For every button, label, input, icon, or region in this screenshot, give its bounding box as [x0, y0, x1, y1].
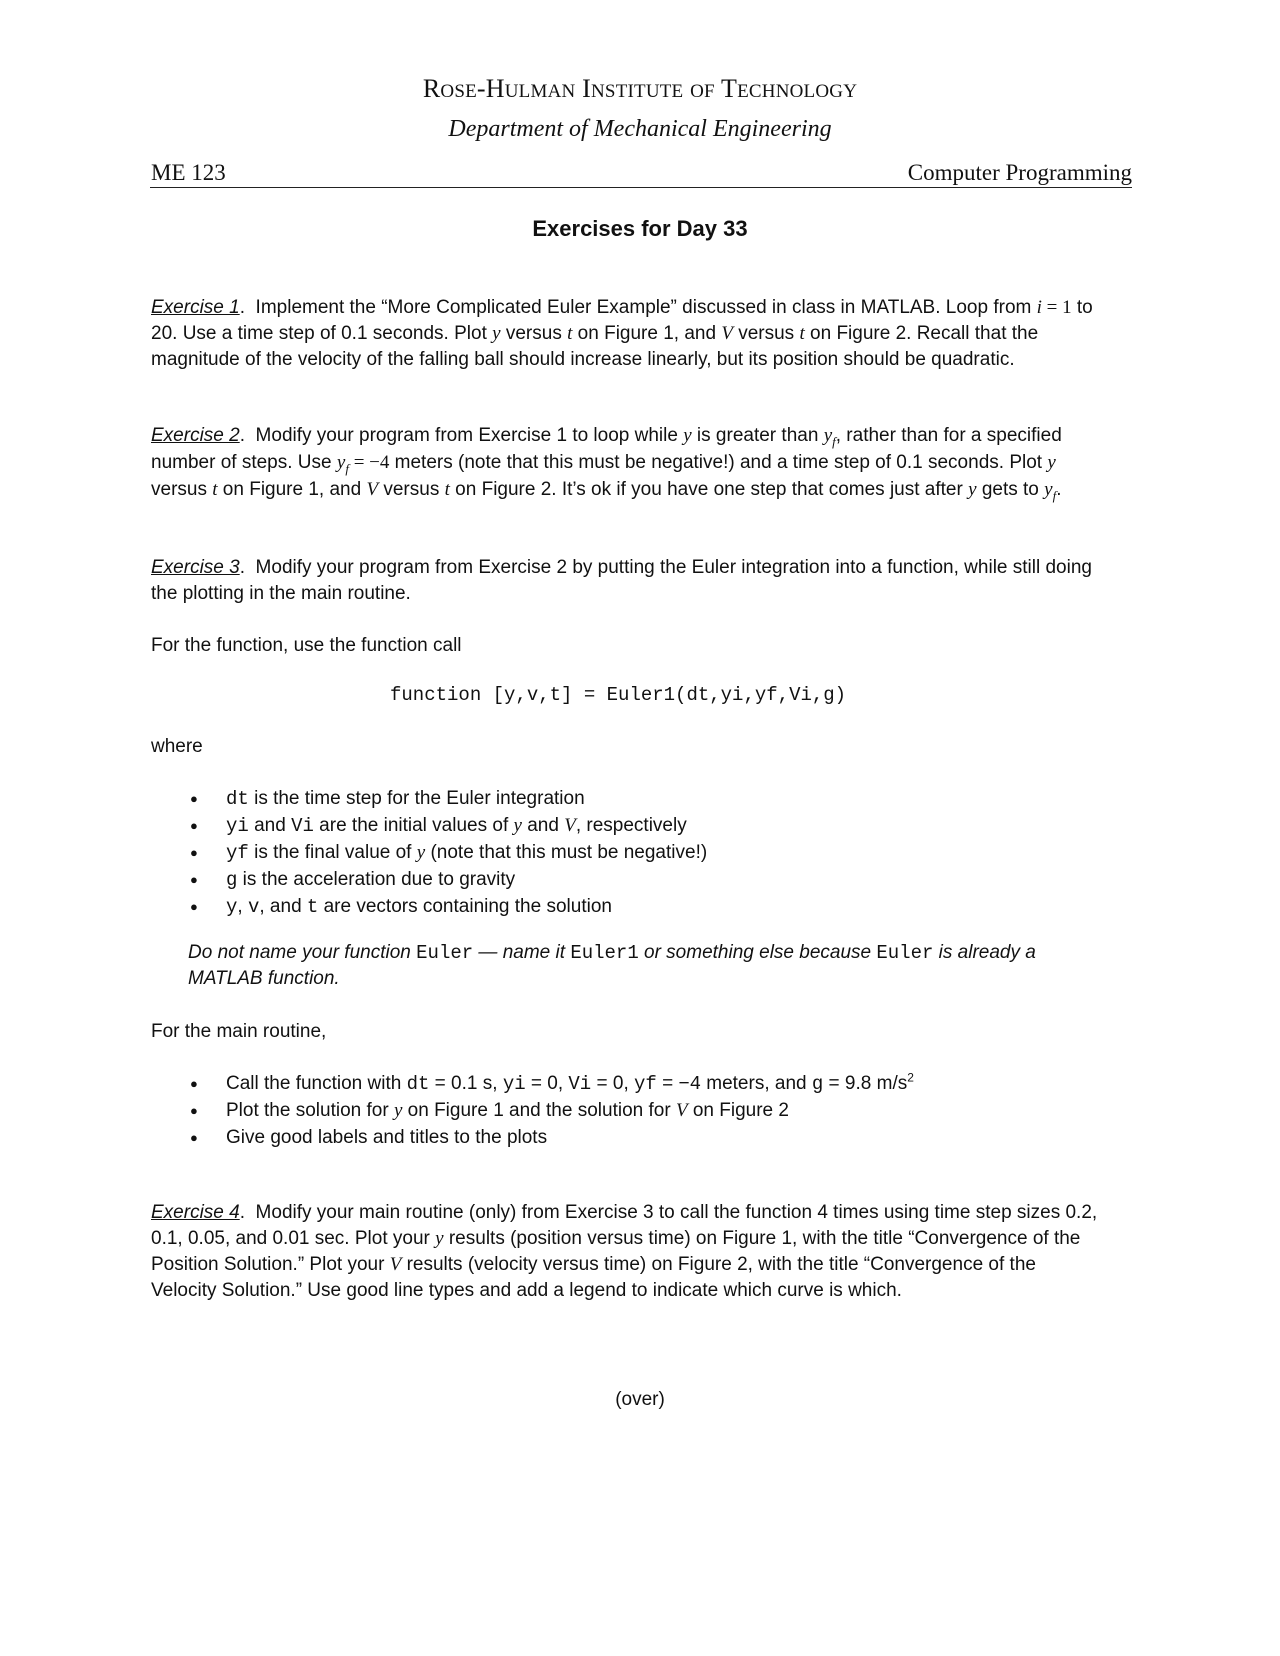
exercise-3-label: Exercise 3: [151, 557, 240, 578]
exercise-2: Exercise 2. Modify your program from Exercise 1 to loop while y is greater than $y_f$, rather than for a specified number of steps. Use $y_f = -4$ meters (note that this must be negative!) and a time step of 0.1 seconds. Plot y versus t on Figure 1, and V versus t on Figure 2. It’s ok if you have one step that comes just after y gets to $y_f$.: [151, 425, 1062, 503]
institution-name: ROSE-HULMAN INSTITUTE OF TECHNOLOGY: [422, 74, 858, 103]
list-item: ● y, v, and t are vectors containing the solution: [190, 893, 707, 920]
list-item: ● g is the acceleration due to gravity: [190, 866, 707, 893]
header-divider: [150, 187, 1132, 188]
list-item: ● Call the function with dt = 0.1 s, yi = 0, Vi = 0, yf = −4 meters, and g = 9.8 $m/s^2$: [190, 1070, 914, 1097]
main-routine-intro: For the main routine,: [151, 1021, 327, 1042]
list-item: ● Plot the solution for y on Figure 1 and the solution for V on Figure 2: [190, 1097, 914, 1124]
function-call-code: function [y,v,t] = Euler1(dt,yi,yf,Vi,g): [390, 684, 847, 706]
exercise-2-label: Exercise 2: [151, 425, 240, 446]
main-routine-list: [190, 1070, 914, 1151]
exercise-3: Exercise 3. Modify your program from Exercise 2 by putting the Euler integration into a function, while still doing the plotting in the main routine.: [151, 557, 1092, 604]
page-footer: (over): [615, 1389, 665, 1410]
course-code: ME 123: [151, 160, 226, 185]
list-item: ● yi and Vi are the initial values of y and V, respectively: [190, 812, 707, 839]
exercise-4-label: Exercise 4: [151, 1202, 240, 1223]
page-title: Exercises for Day 33: [532, 216, 748, 241]
list-item: ● Give good labels and titles to the plots: [190, 1124, 914, 1151]
parameter-list: [190, 785, 707, 920]
exercise-4: Exercise 4. Modify your main routine (only) from Exercise 3 to call the function 4 times using time step sizes 0.2, 0.1, 0.05, and 0.01 sec. Plot your y results (position versus time) on Figure 1, with the title “Convergence of the Position Solution.” Plot your V results (velocity versus time) on Figure 2, with the title “Convergence of the Velocity Solution.” Use good line types and add a legend to indicate which curve is which.: [151, 1202, 1098, 1301]
course-name: Computer Programming: [907, 160, 1132, 185]
exercise-1: Exercise 1. Implement the “More Complicated Euler Example” discussed in class in MATLAB. Loop from i = 1 to 20. Use a time step of 0.1 seconds. Plot y versus t on Figure 1, and V versus t on Figure 2. Recall that the magnitude of the velocity of the falling ball should increase linearly, but its position should be quadratic.: [151, 297, 1093, 370]
naming-note: Do not name your function Euler — name it Euler1 or something else because Euler is already a MATLAB function.: [188, 942, 1036, 989]
function-intro: For the function, use the function call: [151, 635, 462, 656]
list-item: ● dt is the time step for the Euler integration: [190, 785, 707, 812]
where-label: where: [151, 736, 203, 757]
list-item: ● yf is the final value of y (note that this must be negative!): [190, 839, 707, 866]
exercise-1-label: Exercise 1: [151, 297, 240, 318]
department-name: Department of Mechanical Engineering: [448, 116, 832, 142]
